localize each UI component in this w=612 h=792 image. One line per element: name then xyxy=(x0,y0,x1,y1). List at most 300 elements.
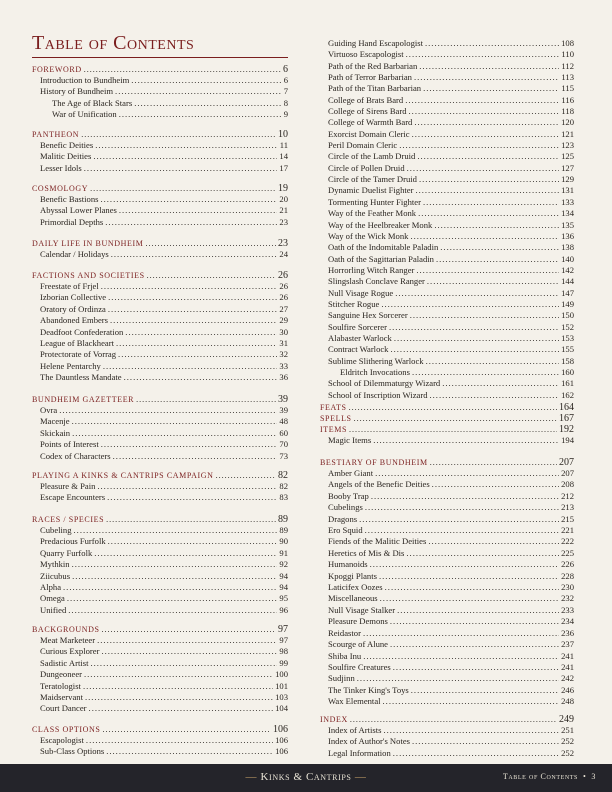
toc-entry[interactable] xyxy=(32,548,288,559)
toc-entry-page: 103 xyxy=(275,692,288,703)
toc-entry-page: 226 xyxy=(561,559,574,570)
toc-entry[interactable] xyxy=(32,163,288,174)
leader-dots xyxy=(97,481,277,492)
leader-dots xyxy=(379,571,559,582)
toc-entry[interactable] xyxy=(32,451,288,462)
toc-entry[interactable] xyxy=(32,327,288,338)
toc-entry[interactable] xyxy=(32,194,288,205)
toc-entry-page: 149 xyxy=(561,298,574,309)
toc-entry[interactable] xyxy=(320,536,574,547)
toc-entry-label: Shiba Inu xyxy=(328,650,362,661)
footer-section: Table of Contents xyxy=(502,772,578,781)
toc-entry[interactable] xyxy=(320,333,574,344)
toc-entry-label: Sublime Slithering Warlock xyxy=(328,355,424,366)
toc-entry[interactable] xyxy=(320,559,574,570)
toc-entry[interactable] xyxy=(32,140,288,151)
leader-dots xyxy=(416,265,559,276)
toc-entry[interactable] xyxy=(32,405,288,416)
section-heading[interactable] xyxy=(32,64,288,75)
toc-entry-label: Stitcher Rogue xyxy=(328,298,380,309)
toc-entry-label: War of Unification xyxy=(52,109,117,120)
toc-entry[interactable] xyxy=(320,725,574,736)
toc-entry[interactable] xyxy=(32,571,288,582)
toc-entry[interactable] xyxy=(320,231,574,242)
leader-dots xyxy=(111,249,278,260)
section-heading-label: COSMOLOGY xyxy=(32,184,89,193)
toc-section xyxy=(320,424,574,446)
leader-dots xyxy=(383,696,560,707)
toc-entry[interactable] xyxy=(320,435,574,446)
leader-dots xyxy=(399,140,559,151)
toc-entry[interactable] xyxy=(320,106,574,117)
leader-dots xyxy=(436,254,559,265)
toc-entry[interactable] xyxy=(320,502,574,513)
toc-entry[interactable] xyxy=(32,361,288,372)
toc-entry-page: 36 xyxy=(279,372,288,383)
section-heading[interactable] xyxy=(32,514,288,525)
toc-entry-page: 152 xyxy=(561,321,574,332)
toc-entry-page: 21 xyxy=(279,205,288,216)
toc-entry[interactable] xyxy=(32,735,288,746)
leader-dots xyxy=(136,394,276,405)
toc-entry[interactable] xyxy=(32,582,288,593)
leader-dots xyxy=(414,117,559,128)
leader-dots xyxy=(426,356,560,367)
toc-entry[interactable] xyxy=(320,696,574,707)
toc-entry-label: Sanguine Hex Sorcerer xyxy=(328,310,408,321)
leader-dots xyxy=(102,724,271,735)
section-heading-page: 26 xyxy=(278,270,288,281)
toc-entry[interactable] xyxy=(32,635,288,646)
toc-entry-label: Lesser Idols xyxy=(40,162,82,173)
section-heading[interactable] xyxy=(32,470,288,481)
toc-entry-page: 89 xyxy=(279,525,288,535)
leader-dots xyxy=(393,662,559,673)
leader-dots xyxy=(350,714,557,725)
leader-dots xyxy=(85,692,273,703)
leader-dots xyxy=(363,628,559,639)
section-heading-page: 167 xyxy=(559,413,574,424)
toc-entry[interactable] xyxy=(32,593,288,604)
toc-entry[interactable] xyxy=(320,117,574,128)
toc-entry-page: 39 xyxy=(279,405,288,415)
leader-dots xyxy=(101,281,278,292)
toc-entry[interactable] xyxy=(320,265,574,276)
toc-entry[interactable] xyxy=(320,616,574,627)
toc-entry-label: Abandoned Embers xyxy=(40,315,109,326)
toc-entry[interactable] xyxy=(320,514,574,525)
leader-dots xyxy=(84,669,273,680)
section-heading-page: 89 xyxy=(278,514,288,525)
toc-entry[interactable] xyxy=(320,310,574,321)
leader-dots xyxy=(390,344,559,355)
toc-entry-page: 29 xyxy=(279,315,288,326)
toc-entry-page: 106 xyxy=(275,746,288,757)
toc-entry-label: Court Dancer xyxy=(40,703,87,714)
leader-dots xyxy=(131,75,281,86)
toc-entry-label: Dynamic Duelist Fighter xyxy=(328,185,414,196)
toc-entry-label: Exorcist Domain Cleric xyxy=(328,128,410,139)
toc-entry-page: 17 xyxy=(279,162,288,173)
toc-entry[interactable] xyxy=(320,662,574,673)
toc-entry[interactable] xyxy=(32,416,288,427)
toc-entry-label: College of Brats Bard xyxy=(328,94,404,105)
toc-entry[interactable] xyxy=(32,338,288,349)
section-heading-page: 97 xyxy=(278,624,288,635)
toc-entry-label: Alpha xyxy=(40,582,62,593)
section-heading[interactable] xyxy=(32,238,288,249)
section-heading[interactable] xyxy=(320,457,574,468)
toc-entry-label: Pleasure Demons xyxy=(328,616,388,627)
toc-entry-page: 31 xyxy=(279,338,288,349)
toc-section xyxy=(320,402,574,413)
leader-dots xyxy=(423,83,559,94)
leader-dots xyxy=(390,616,559,627)
toc-entry[interactable] xyxy=(320,276,574,287)
toc-entry[interactable] xyxy=(320,593,574,604)
section-heading-page: 207 xyxy=(559,457,574,468)
page-title: Table of Contents xyxy=(32,32,195,54)
toc-entry[interactable] xyxy=(32,349,288,360)
section-heading[interactable] xyxy=(32,183,288,194)
toc-entry[interactable] xyxy=(320,185,574,196)
leader-dots xyxy=(145,238,276,249)
leader-dots xyxy=(415,185,559,196)
toc-entry[interactable] xyxy=(320,163,574,174)
toc-entry[interactable] xyxy=(32,109,288,120)
toc-section xyxy=(32,514,288,616)
leader-dots xyxy=(385,582,559,593)
leader-dots xyxy=(440,242,559,253)
toc-entry[interactable] xyxy=(320,197,574,208)
toc-entry-label: Reidastor xyxy=(328,627,361,638)
leader-dots xyxy=(349,402,557,413)
leader-dots xyxy=(414,72,559,83)
toc-entry-label: Teratologist xyxy=(40,680,81,691)
leader-dots xyxy=(115,86,282,97)
toc-entry[interactable] xyxy=(320,378,574,389)
toc-entry-page: 131 xyxy=(561,185,574,196)
toc-entry-label: Deadfoot Confederation xyxy=(40,326,124,337)
section-heading[interactable] xyxy=(32,129,288,140)
toc-entry[interactable] xyxy=(320,220,574,231)
toc-entry-page: 106 xyxy=(275,735,288,745)
toc-entry[interactable] xyxy=(32,249,288,260)
toc-section xyxy=(32,238,288,260)
toc-entry-label: The Age of Black Stars xyxy=(52,97,133,108)
leader-dots xyxy=(108,304,278,315)
toc-entry[interactable] xyxy=(320,525,574,536)
leader-dots xyxy=(409,106,560,117)
toc-entry-page: 112 xyxy=(561,60,574,71)
leader-dots xyxy=(397,605,559,616)
leader-dots xyxy=(425,38,559,49)
leader-dots xyxy=(363,651,559,662)
leader-dots xyxy=(442,378,559,389)
title-rule xyxy=(32,57,288,58)
toc-entry[interactable] xyxy=(32,439,288,450)
toc-entry-page: 225 xyxy=(561,547,574,558)
toc-entry[interactable] xyxy=(320,548,574,559)
toc-entry[interactable] xyxy=(320,288,574,299)
toc-entry[interactable] xyxy=(32,525,288,536)
section-heading[interactable] xyxy=(320,424,574,435)
toc-entry[interactable] xyxy=(32,605,288,616)
toc-entry-label: Way of the Heelbreaker Monk xyxy=(328,219,433,230)
leader-dots xyxy=(101,646,277,657)
toc-entry[interactable] xyxy=(320,129,574,140)
toc-entry-page: 207 xyxy=(561,468,574,478)
toc-entry[interactable] xyxy=(320,83,574,94)
toc-entry-page: 101 xyxy=(275,680,288,691)
footer-section-label xyxy=(503,772,596,781)
leader-dots xyxy=(380,593,559,604)
toc-entry-page: 140 xyxy=(561,253,574,264)
toc-entry[interactable] xyxy=(320,571,574,582)
toc-entry-label: Calendar / Holidays xyxy=(40,249,109,259)
toc-entry-page: 158 xyxy=(561,355,574,366)
toc-entry[interactable] xyxy=(320,49,574,60)
toc-entry-page: 246 xyxy=(561,684,574,695)
toc-entry-label: College of Warmth Bard xyxy=(328,117,413,128)
toc-entry[interactable] xyxy=(320,748,574,759)
toc-entry-label: Malitic Deities xyxy=(40,151,92,162)
toc-entry[interactable] xyxy=(320,628,574,639)
section-heading-page: 192 xyxy=(559,424,574,435)
toc-entry[interactable] xyxy=(320,174,574,185)
toc-section-continued xyxy=(320,38,574,401)
toc-entry[interactable] xyxy=(320,736,574,747)
toc-entry-label: Laticifex Oozes xyxy=(328,582,383,593)
section-heading[interactable] xyxy=(32,624,288,635)
toc-entry-label: Kpoggi Plants xyxy=(328,570,377,581)
toc-entry[interactable] xyxy=(320,140,574,151)
toc-entry[interactable] xyxy=(320,491,574,502)
toc-entry[interactable] xyxy=(32,205,288,216)
toc-entry[interactable] xyxy=(32,746,288,757)
toc-entry-page: 236 xyxy=(561,627,574,638)
toc-entry[interactable] xyxy=(320,344,574,355)
leader-dots xyxy=(354,413,557,424)
toc-entry-label: Points of Interest xyxy=(40,439,99,450)
toc-entry[interactable] xyxy=(320,468,574,479)
toc-entry-label: College of Sirens Bard xyxy=(328,106,407,117)
toc-entry-page: 215 xyxy=(561,513,574,524)
toc-entry-page: 138 xyxy=(561,242,574,253)
toc-entry-page: 234 xyxy=(561,616,574,627)
toc-entry-page: 252 xyxy=(561,747,574,758)
toc-entry-label: Cubeling xyxy=(40,525,72,535)
toc-entry-label: Path of Terror Barbarian xyxy=(328,72,412,83)
toc-entry-label: Quarry Furfolk xyxy=(40,547,93,558)
toc-entry[interactable] xyxy=(32,658,288,669)
toc-entry[interactable] xyxy=(32,646,288,657)
toc-entry-page: 162 xyxy=(561,389,574,400)
leader-dots xyxy=(428,536,559,547)
leader-dots xyxy=(94,548,277,559)
leader-dots xyxy=(101,439,278,450)
toc-entry[interactable] xyxy=(320,356,574,367)
leader-dots xyxy=(74,525,278,536)
leader-dots xyxy=(100,194,277,205)
toc-entry[interactable] xyxy=(32,315,288,326)
section-heading[interactable] xyxy=(320,413,574,424)
leader-dots xyxy=(359,514,559,525)
leader-dots xyxy=(427,276,559,287)
toc-entry-label: Angels of the Benefic Deities xyxy=(328,479,430,490)
toc-entry[interactable] xyxy=(320,582,574,593)
toc-entry[interactable] xyxy=(320,685,574,696)
toc-entry[interactable] xyxy=(32,681,288,692)
toc-entry-label: Circle of Pollen Druid xyxy=(328,162,405,173)
toc-entry[interactable] xyxy=(320,322,574,333)
toc-entry-label: Introduction to Bundheim xyxy=(40,75,130,85)
toc-section xyxy=(32,129,288,174)
toc-entry[interactable] xyxy=(320,151,574,162)
toc-entry-label: Slingslash Conclave Ranger xyxy=(328,276,425,287)
toc-entry-label: School of Dilemmaturgy Wizard xyxy=(328,378,441,389)
toc-entry[interactable] xyxy=(320,390,574,401)
leader-dots xyxy=(375,468,559,479)
toc-entry[interactable] xyxy=(32,151,288,162)
toc-entry[interactable] xyxy=(32,703,288,714)
toc-entry-page: 104 xyxy=(275,703,288,714)
leader-dots xyxy=(405,95,559,106)
leader-dots xyxy=(419,174,559,185)
toc-entry-label: Miscellaneous xyxy=(328,593,378,604)
toc-entry[interactable] xyxy=(32,428,288,439)
toc-entry[interactable] xyxy=(320,254,574,265)
section-heading-page: 19 xyxy=(278,183,288,194)
toc-entry-page: 14 xyxy=(279,151,288,162)
toc-entry-label: Oath of the Sagittarian Paladin xyxy=(328,253,434,264)
toc-entry-label: Soulfire Sorcerer xyxy=(328,321,387,332)
toc-entry[interactable] xyxy=(32,217,288,228)
toc-entry-page: 110 xyxy=(561,49,574,60)
leader-dots xyxy=(68,605,277,616)
toc-entry-page: 99 xyxy=(279,657,288,668)
toc-entry-label: Abyssal Lower Planes xyxy=(40,205,117,216)
toc-entry-page: 8 xyxy=(283,97,288,108)
toc-entry-page: 23 xyxy=(279,216,288,227)
section-heading[interactable] xyxy=(32,270,288,281)
toc-entry[interactable] xyxy=(32,692,288,703)
toc-entry[interactable] xyxy=(32,304,288,315)
toc-section xyxy=(320,457,574,708)
section-heading-page: 39 xyxy=(278,394,288,405)
section-heading[interactable] xyxy=(32,394,288,405)
leader-dots xyxy=(365,502,559,513)
toc-entry[interactable] xyxy=(320,673,574,684)
section-heading[interactable] xyxy=(320,402,574,413)
toc-entry[interactable] xyxy=(32,86,288,97)
toc-entry-page: 90 xyxy=(279,536,288,547)
toc-entry-label: Macenje xyxy=(40,416,70,427)
toc-entry-page: 150 xyxy=(561,310,574,321)
toc-entry[interactable] xyxy=(32,292,288,303)
leader-dots xyxy=(418,208,559,219)
toc-entry[interactable] xyxy=(32,669,288,680)
toc-entry-label: Guiding Hand Escapologist xyxy=(328,38,423,48)
toc-entry[interactable] xyxy=(320,72,574,83)
toc-entry-page: 142 xyxy=(561,264,574,275)
toc-entry-label: Way of the Feather Monk xyxy=(328,208,417,219)
toc-entry[interactable] xyxy=(320,299,574,310)
toc-entry[interactable] xyxy=(320,95,574,106)
toc-entry-label: Escape Encounters xyxy=(40,492,106,503)
toc-entry[interactable] xyxy=(320,61,574,72)
toc-entry-label: Alabaster Warlock xyxy=(328,332,392,343)
leader-dots xyxy=(105,217,277,228)
toc-entry-page: 147 xyxy=(561,287,574,298)
section-heading[interactable] xyxy=(32,724,288,735)
toc-entry[interactable] xyxy=(32,98,288,109)
toc-entry-page: 32 xyxy=(279,349,288,360)
toc-entry-page: 96 xyxy=(279,604,288,615)
toc-entry-page: 108 xyxy=(561,38,574,48)
toc-entry-label: Primordial Depths xyxy=(40,216,104,227)
toc-entry-page: 129 xyxy=(561,174,574,185)
leader-dots xyxy=(89,703,274,714)
leader-dots xyxy=(371,491,559,502)
toc-entry-page: 26 xyxy=(279,292,288,303)
toc-entry-label: Wax Elemental xyxy=(328,696,381,707)
leader-dots xyxy=(103,361,278,372)
toc-entry[interactable] xyxy=(32,536,288,547)
toc-entry[interactable] xyxy=(320,242,574,253)
toc-entry[interactable] xyxy=(32,559,288,570)
toc-entry[interactable] xyxy=(32,481,288,492)
leader-dots xyxy=(110,315,277,326)
toc-entry-label: Dragons xyxy=(328,513,358,524)
toc-section xyxy=(32,183,288,228)
leader-dots xyxy=(412,736,559,747)
toc-entry-label: Peril Domain Cleric xyxy=(328,140,398,151)
toc-entry-label: Horrorling Witch Ranger xyxy=(328,264,415,275)
toc-entry[interactable] xyxy=(320,38,574,49)
leader-dots xyxy=(406,548,559,559)
toc-entry-label: Pleasure & Pain xyxy=(40,481,96,491)
toc-entry-label: Benefic Bastions xyxy=(40,194,99,204)
toc-entry-label: Virtuoso Escapologist xyxy=(328,49,404,60)
section-heading-page: 249 xyxy=(559,714,574,725)
toc-entry-page: 237 xyxy=(561,639,574,650)
toc-entry[interactable] xyxy=(320,651,574,662)
toc-entry[interactable] xyxy=(320,605,574,616)
toc-entry-page: 161 xyxy=(561,378,574,389)
leader-dots xyxy=(357,673,559,684)
toc-entry-label: Benefic Deities xyxy=(40,140,94,150)
toc-entry-label: Dungeoneer xyxy=(40,669,82,680)
leader-dots xyxy=(97,635,277,646)
toc-entry[interactable] xyxy=(32,75,288,86)
toc-entry[interactable] xyxy=(320,208,574,219)
leader-dots xyxy=(134,98,282,109)
toc-entry-label: Heretics of Mis & Dis xyxy=(328,547,405,558)
toc-entry[interactable] xyxy=(32,281,288,292)
toc-entry[interactable] xyxy=(32,492,288,503)
toc-entry-label: Index of Author's Notes xyxy=(328,736,410,747)
toc-entry[interactable] xyxy=(32,372,288,383)
toc-entry-label: Sub-Class Options xyxy=(40,746,105,757)
toc-entry[interactable] xyxy=(320,367,574,378)
toc-entry-label: Maidservant xyxy=(40,692,83,703)
toc-entry-page: 208 xyxy=(561,479,574,490)
toc-entry[interactable] xyxy=(320,479,574,490)
toc-entry[interactable] xyxy=(320,639,574,650)
toc-section xyxy=(32,64,288,121)
section-heading[interactable] xyxy=(320,714,574,725)
